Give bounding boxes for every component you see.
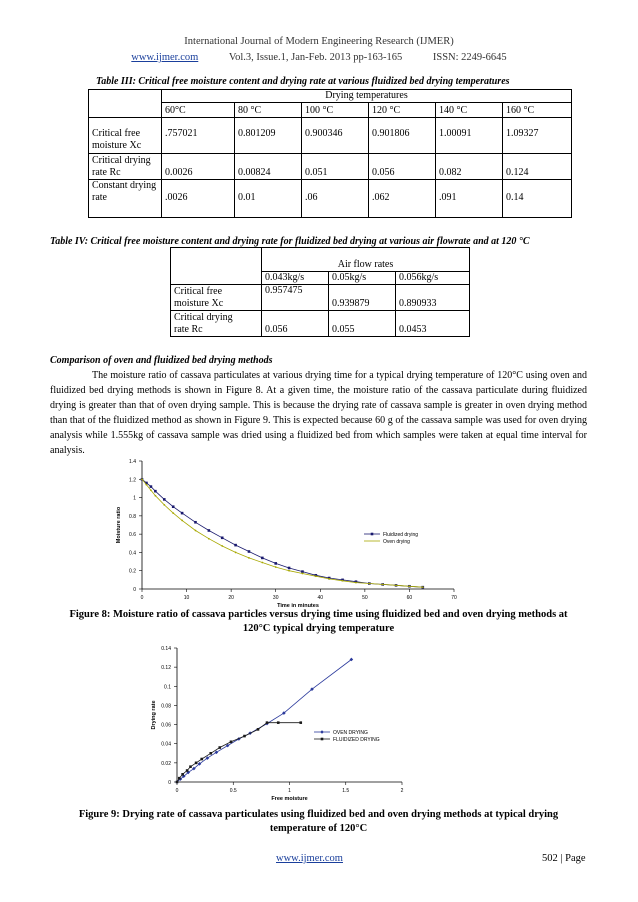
table-row <box>89 180 572 218</box>
data-point <box>248 557 250 559</box>
table4-corner <box>171 248 262 272</box>
x-tick-label: 60 <box>406 595 413 601</box>
table3-corner-lower <box>89 103 162 118</box>
x-tick-label: 1.5 <box>342 788 350 794</box>
section-heading: Comparison of oven and fluidized bed drying methods <box>50 355 273 366</box>
data-point <box>315 575 317 577</box>
data-point <box>218 746 221 749</box>
table-cell: 0.901806 <box>369 118 436 154</box>
y-tick-label: 0.1 <box>164 684 171 691</box>
data-point <box>261 562 263 564</box>
x-tick-label: 20 <box>228 595 234 601</box>
table3-col-header: 120 °C <box>369 103 436 118</box>
data-point <box>230 741 233 744</box>
y-tick-label: 0 <box>133 587 136 593</box>
data-point <box>422 586 424 588</box>
series-line <box>177 660 351 783</box>
table-row <box>89 118 572 154</box>
footer-website-link[interactable]: www.ijmer.com <box>276 853 343 864</box>
x-tick-label: 1 <box>288 788 291 794</box>
table-cell: .062 <box>369 180 436 218</box>
data-point <box>275 566 277 568</box>
table3-group-header: Drying temperatures <box>162 90 572 103</box>
y-axis-label: Drying rate <box>151 700 157 730</box>
data-point <box>189 765 192 768</box>
table-cell: .06 <box>302 180 369 218</box>
table-cell: 0.056 <box>262 311 329 337</box>
table4-col-header: 0.05kg/s <box>329 272 396 285</box>
table3-row-label: Constant drying rate <box>89 180 162 218</box>
table4-row-label: Critical free moisture Xc <box>171 285 262 311</box>
table-cell: 0.056 <box>369 154 436 180</box>
x-tick-label: 70 <box>451 595 457 601</box>
x-tick-label: 0 <box>140 595 144 601</box>
data-point <box>274 562 277 565</box>
data-point <box>208 538 210 540</box>
y-tick-label: 0.02 <box>161 760 171 767</box>
data-point <box>181 520 183 522</box>
y-tick-label: 0.14 <box>161 646 171 652</box>
table4-corner-lower <box>171 272 262 285</box>
data-point <box>200 758 203 761</box>
x-tick-label: 30 <box>272 595 279 601</box>
data-point <box>342 580 344 582</box>
data-point <box>248 550 251 553</box>
data-point <box>154 495 156 497</box>
table-cell: 0.890933 <box>396 285 470 311</box>
figure8-caption: Figure 8: Moisture ratio of cassava particles versus drying time using fluidized bed and oven drying methods at 120°C typical drying temperature <box>69 609 568 634</box>
table-row <box>89 154 572 180</box>
legend-marker <box>371 533 374 536</box>
header-website-link[interactable]: www.ijmer.com <box>131 52 199 63</box>
y-tick-label: 1 <box>133 495 136 502</box>
figure8-chart <box>108 452 468 609</box>
table-cell: 0.801209 <box>235 118 302 154</box>
legend-marker <box>320 730 324 734</box>
y-axis-label: Moisture ratio <box>116 506 122 544</box>
data-point <box>181 773 184 776</box>
y-tick-label: 0.8 <box>129 513 136 520</box>
data-point <box>301 570 304 573</box>
data-point <box>150 485 153 488</box>
body-paragraph: The moisture ratio of cassava particulates at various drying time for a typical drying temperature of 120°C using oven and fluidized bed drying methods is shown in Figure 8. At a given time, the moisture ratio of the cassava particulate during fluidized drying is greater than that of oven drying sample. This is because the drying rate of cassava sample is greater in oven drying method than that of the fluidized method as shown in Figure 9. This is expected because 60 g of the cassava sample was used for oven drying analysis while 1.555kg of cassava sample was dried using a fluidized bed from which samples were taken at equal time interval for analysis. <box>50 370 587 456</box>
table-cell: 0.939879 <box>329 285 396 311</box>
data-point <box>150 489 152 491</box>
series-line <box>177 723 301 782</box>
y-tick-label: 0.2 <box>129 568 136 575</box>
x-tick-label: 50 <box>362 595 368 601</box>
data-point <box>288 570 290 572</box>
data-point <box>257 728 260 731</box>
data-point <box>163 504 165 506</box>
table4-col-header: 0.043kg/s <box>262 272 329 285</box>
data-point <box>368 583 370 585</box>
table-row <box>171 311 470 337</box>
data-point <box>261 557 264 560</box>
legend-entry: Oven drying <box>383 539 410 545</box>
table-cell: 0.900346 <box>302 118 369 154</box>
table-cell: 0.14 <box>503 180 572 218</box>
table-cell: .757021 <box>162 118 235 154</box>
y-tick-label: 0.04 <box>161 741 171 748</box>
table3-row-label: Critical free moisture Xc <box>89 118 162 154</box>
header-volume: Vol.3, Issue.1, Jan-Feb. 2013 pp-163-165 <box>228 52 403 63</box>
data-point <box>141 478 143 480</box>
table-cell: .0026 <box>162 180 235 218</box>
series-line <box>142 479 423 587</box>
x-tick-label: 0.5 <box>229 788 237 794</box>
y-tick-label: 1.2 <box>129 477 136 484</box>
legend-entry: FLUIDIZED DRYING <box>333 737 380 743</box>
table3-caption: Table III: Critical free moisture content and drying rate at various fluidized bed drying temperatures <box>96 76 510 87</box>
data-point <box>409 585 411 587</box>
y-tick-label: 0.06 <box>161 722 171 729</box>
table3-col-header: 140 °C <box>436 103 503 118</box>
data-point <box>221 537 224 540</box>
table-cell: 0.0453 <box>396 311 470 337</box>
table3-col-header: 100 °C <box>302 103 369 118</box>
data-point <box>382 584 384 586</box>
x-tick-label: 40 <box>317 595 324 601</box>
x-axis-label: Free moisture <box>271 796 308 802</box>
y-tick-label: 0.12 <box>161 665 171 672</box>
table4-caption: Table IV: Critical free moisture content and drying rate for fluidized bed drying at various air flowrate and at 120 °C <box>50 236 530 247</box>
data-point <box>299 721 302 724</box>
y-tick-label: 0.08 <box>161 703 171 710</box>
x-tick-label: 0 <box>175 788 179 794</box>
data-point <box>186 769 189 772</box>
journal-title: International Journal of Modern Engineering Research (IJMER) <box>184 36 454 47</box>
table-cell: 1.09327 <box>503 118 572 154</box>
table4-col-header: 0.056kg/s <box>396 272 470 285</box>
data-point <box>235 552 237 554</box>
table-cell: 0.055 <box>329 311 396 337</box>
data-point <box>266 721 269 724</box>
x-tick-label: 10 <box>183 595 190 601</box>
data-point <box>221 545 223 547</box>
page-number: 502 | Page <box>542 853 586 864</box>
table-cell: 1.00091 <box>436 118 503 154</box>
table3 <box>88 89 572 218</box>
table3-corner <box>89 90 162 103</box>
data-point <box>208 529 211 532</box>
data-point <box>243 735 246 738</box>
table-cell: 0.0026 <box>162 154 235 180</box>
table-cell: .091 <box>436 180 503 218</box>
y-tick-label: 1.4 <box>129 459 136 465</box>
table3-row-label: Critical drying rate Rc <box>89 154 162 180</box>
y-tick-label: 0.6 <box>129 532 136 539</box>
table4 <box>170 247 470 337</box>
table-cell: 0.957475 <box>262 285 329 311</box>
table3-col-header: 160 °C <box>503 103 572 118</box>
table-cell: 0.051 <box>302 154 369 180</box>
data-point <box>178 777 181 780</box>
y-tick-label: 0 <box>168 780 171 786</box>
data-point <box>395 584 397 586</box>
table4-row-label: Critical drying rate Rc <box>171 311 262 337</box>
journal-info-line <box>0 52 638 63</box>
table4-group-header: Air flow rates <box>262 248 470 272</box>
data-point <box>172 512 174 514</box>
table-row <box>171 285 470 311</box>
data-point <box>172 505 175 508</box>
data-point <box>328 578 330 580</box>
legend-entry: OVEN DRYING <box>333 730 368 736</box>
x-axis-label: Time in minutes <box>277 603 319 609</box>
data-point <box>195 762 198 765</box>
x-tick-label: 2 <box>400 788 404 794</box>
table3-col-header: 60°C <box>162 103 235 118</box>
table-cell: 0.00824 <box>235 154 302 180</box>
data-point <box>154 490 157 493</box>
data-point <box>288 567 291 570</box>
series-line <box>142 479 423 587</box>
data-point <box>146 484 148 486</box>
table3-col-header: 80 °C <box>235 103 302 118</box>
data-point <box>195 530 197 532</box>
header-issn: ISSN: 2249-6645 <box>432 52 507 63</box>
data-point <box>355 582 357 584</box>
data-point <box>302 573 304 575</box>
data-point <box>209 752 212 755</box>
y-tick-label: 0.4 <box>129 550 136 557</box>
data-point <box>163 498 166 501</box>
data-point <box>194 521 197 524</box>
figure9-chart <box>140 642 410 802</box>
table-cell: 0.124 <box>503 154 572 180</box>
legend-entry: Fluidized drying <box>383 532 419 538</box>
data-point <box>176 781 179 784</box>
data-point <box>277 721 280 724</box>
data-point <box>234 544 237 547</box>
table-cell: 0.082 <box>436 154 503 180</box>
legend-marker <box>321 738 324 741</box>
table-cell: 0.01 <box>235 180 302 218</box>
data-point <box>181 512 184 515</box>
figure9-caption: Figure 9: Drying rate of cassava particulates using fluidized bed and oven drying methods at typical drying temperature of 120°C <box>78 809 559 834</box>
